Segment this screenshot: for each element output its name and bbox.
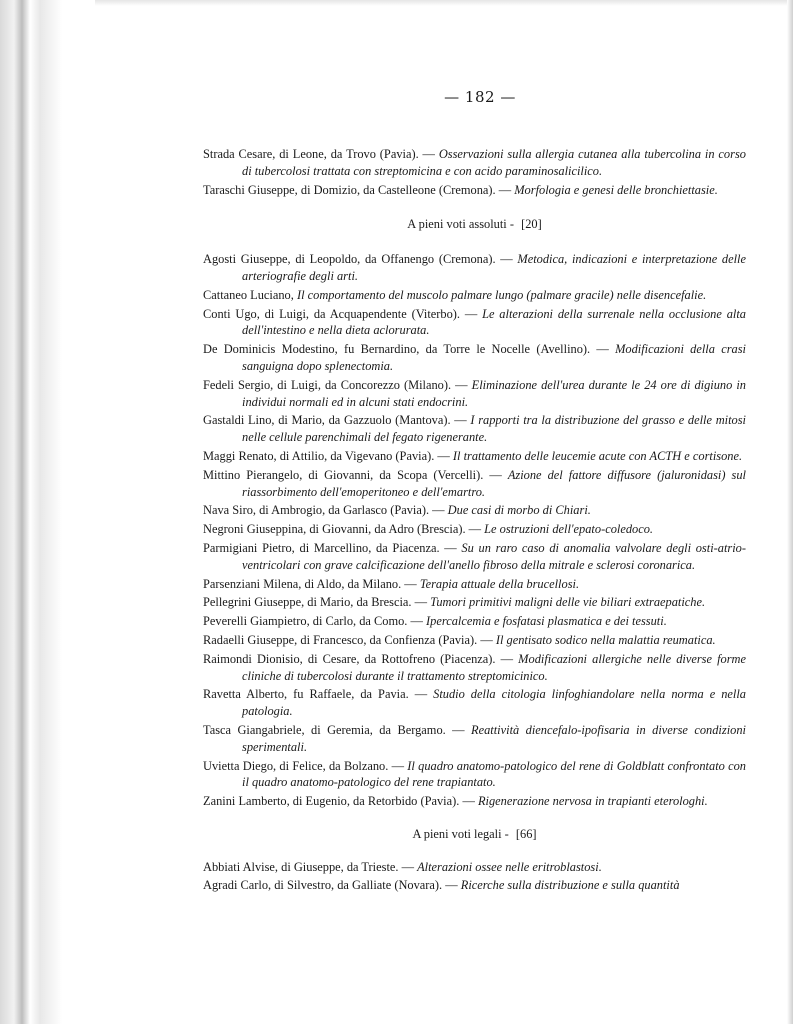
entry-author: Strada Cesare, di Leone, da Trovo (Pavia). — bbox=[203, 147, 435, 161]
entry-list-assoluti bbox=[203, 251, 746, 810]
entry-author: Peverelli Giampietro, di Carlo, da Como. — bbox=[203, 614, 423, 629]
entry-author: Negroni Giuseppina, di Giovanni, da Adro (Brescia). — bbox=[203, 522, 482, 537]
section-count: [66] bbox=[515, 826, 537, 841]
thesis-entry bbox=[203, 306, 746, 340]
entry-title: Il trattamento delle leucemie acute con ACTH e cortisone. bbox=[452, 448, 743, 463]
entry-title: Azione del fattore diffusore (jaluronidasi) sul riassorbimento dell'emoperitoneo e dell'emartro. bbox=[242, 467, 746, 499]
entry-author: Ravetta Alberto, fu Raffaele, da Pavia. — bbox=[203, 687, 428, 702]
thesis-entry bbox=[203, 502, 746, 519]
entry-title: Modificazioni allergiche nelle diverse forme cliniche di tubercolosi durante il trattamento streptomicinico. bbox=[242, 651, 746, 683]
thesis-entry bbox=[203, 412, 746, 446]
thesis-entry bbox=[203, 448, 746, 465]
entry-title: Le alterazioni della surrenale nella occlusione alta dell'intestino e nella dieta aclorurata. bbox=[242, 306, 746, 338]
section-label: A pieni voti legali - bbox=[412, 826, 509, 841]
section-heading-legali bbox=[203, 826, 746, 843]
entry-author: Zanini Lamberto, di Eugenio, da Retorbido (Pavia). — bbox=[203, 794, 475, 809]
entry-title: Reattività diencefalo-ipofisaria in diverse condizioni sperimentali. bbox=[242, 722, 746, 754]
entry-title: Le ostruzioni dell'epato-coledoco. bbox=[484, 522, 654, 537]
entry-author: Agosti Giuseppe, di Leopoldo, da Offanengo (Cremona). — bbox=[203, 252, 513, 267]
scan-binding-shadow bbox=[0, 0, 62, 1024]
entry-title: Il comportamento del muscolo palmare lungo (palmare gracile) nelle disencefalie. bbox=[296, 287, 707, 302]
thesis-entry bbox=[203, 251, 746, 285]
entry-author: Gastaldi Lino, di Mario, da Gazzuolo (Mantova). — bbox=[203, 413, 467, 428]
entry-author: Maggi Renato, di Attilio, da Vigevano (Pavia). — bbox=[203, 448, 450, 463]
entry-author: Pellegrini Giuseppe, di Mario, da Brescia. — bbox=[203, 595, 428, 610]
entry-author: Taraschi Giuseppe, di Domizio, da Castelleone (Cremona). — bbox=[203, 182, 512, 197]
thesis-entry bbox=[203, 341, 746, 375]
entry-title: Osservazioni sulla allergia cutanea alla tubercolina in corso di tubercolosi trattata con streptomicina e con acido paraminosalicilico. bbox=[242, 147, 746, 178]
entry-author: Abbiati Alvise, di Giuseppe, da Trieste. — bbox=[203, 859, 414, 874]
thesis-entry bbox=[203, 576, 746, 593]
entry-title: Il quadro anatomo-patologico del rene di Goldblatt confrontato con il quadro anatomo-patologico del rene trapiantato. bbox=[242, 758, 747, 790]
entry-author: Parmigiani Pietro, di Marcellino, da Piacenza. — bbox=[203, 540, 457, 555]
entry-title: Su un raro caso di anomalia valvolare degli osti-atrio-ventricolari con grave calcificazione dell'anello fibroso della mitrale e sclerosi coronarica. bbox=[242, 540, 746, 572]
entry-author: Raimondi Dionisio, di Cesare, da Rottofreno (Piacenza). — bbox=[203, 651, 514, 666]
scan-right-edge bbox=[787, 0, 793, 1024]
thesis-entry bbox=[203, 859, 746, 876]
entry-list-top bbox=[203, 146, 746, 198]
document-body bbox=[203, 146, 746, 896]
section-heading-assoluti bbox=[203, 216, 746, 233]
thesis-entry bbox=[203, 632, 746, 649]
thesis-entry bbox=[203, 793, 746, 810]
thesis-entry bbox=[203, 521, 746, 538]
thesis-entry bbox=[203, 594, 746, 611]
entry-author: Nava Siro, di Ambrogio, da Garlasco (Pavia). — bbox=[203, 503, 445, 518]
entry-title: Ipercalcemia e fosfatasi plasmatica e dei tessuti. bbox=[426, 614, 667, 629]
thesis-entry bbox=[203, 146, 746, 180]
thesis-entry bbox=[203, 540, 746, 574]
entry-author: Cattaneo Luciano, bbox=[203, 287, 294, 302]
thesis-entry bbox=[203, 686, 746, 720]
entry-author: Conti Ugo, di Luigi, da Acquapendente (Viterbo). — bbox=[203, 306, 478, 321]
scan-top-edge bbox=[95, 0, 793, 6]
entry-title: Due casi di morbo di Chiari. bbox=[447, 503, 591, 518]
entry-author: Tasca Giangabriele, di Geremia, da Bergamo. — bbox=[203, 722, 465, 737]
thesis-entry bbox=[203, 613, 746, 630]
entry-title: Morfologia e genesi delle bronchiettasie. bbox=[514, 182, 718, 197]
entry-list-legali bbox=[203, 859, 746, 895]
entry-title: Tumori primitivi maligni delle vie biliari extraepatiche. bbox=[430, 595, 706, 610]
entry-author: De Dominicis Modestino, fu Bernardino, da Torre le Nocelle (Avellino). — bbox=[203, 342, 609, 357]
section-label: A pieni voti assoluti - bbox=[407, 217, 514, 232]
thesis-entry bbox=[203, 467, 746, 501]
entry-author: Radaelli Giuseppe, di Francesco, da Confienza (Pavia). — bbox=[203, 632, 493, 647]
entry-title: Rigenerazione nervosa in trapianti eterologhi. bbox=[477, 794, 708, 809]
thesis-entry bbox=[203, 877, 746, 894]
section-count: [20] bbox=[521, 217, 542, 232]
entry-title: Terapia attuale della brucellosi. bbox=[419, 576, 580, 591]
entry-author: Uvietta Diego, di Felice, da Bolzano. — bbox=[203, 758, 405, 773]
entry-title: Eliminazione dell'urea durante le 24 ore di digiuno in individui normali ed in alcuni stati endocrini. bbox=[242, 377, 746, 409]
entry-author: Mittino Pierangelo, di Giovanni, da Scopa (Vercelli). — bbox=[203, 467, 502, 482]
thesis-entry bbox=[203, 651, 746, 685]
entry-title: Il gentisato sodico nella malattia reumatica. bbox=[495, 632, 716, 647]
thesis-entry bbox=[203, 182, 746, 199]
thesis-entry bbox=[203, 377, 746, 411]
entry-author: Parsenziani Milena, di Aldo, da Milano. — bbox=[203, 576, 417, 591]
thesis-entry bbox=[203, 758, 746, 792]
entry-title: I rapporti tra la distribuzione del grasso e delle mitosi nelle cellule parenchimali del fegato rigenerante. bbox=[242, 413, 746, 445]
entry-title: Ricerche sulla distribuzione e sulla quantità bbox=[460, 878, 680, 893]
thesis-entry bbox=[203, 287, 746, 304]
thesis-entry bbox=[203, 722, 746, 756]
entry-title: Studio della citologia linfoghiandolare nella norma e nella patologia. bbox=[242, 687, 746, 719]
entry-title: Alterazioni ossee nelle eritroblastosi. bbox=[417, 859, 602, 874]
entry-title: Modificazioni della crasi sanguigna dopo splenectomia. bbox=[242, 342, 746, 373]
entry-title: Metodica, indicazioni e interpretazione delle arteriografie degli arti. bbox=[242, 252, 746, 283]
entry-author: Agradi Carlo, di Silvestro, da Galliate (Novara). — bbox=[203, 878, 458, 893]
page-number: — 182 — bbox=[444, 88, 516, 106]
entry-author: Fedeli Sergio, di Luigi, da Concorezzo (Milano). — bbox=[203, 377, 468, 392]
